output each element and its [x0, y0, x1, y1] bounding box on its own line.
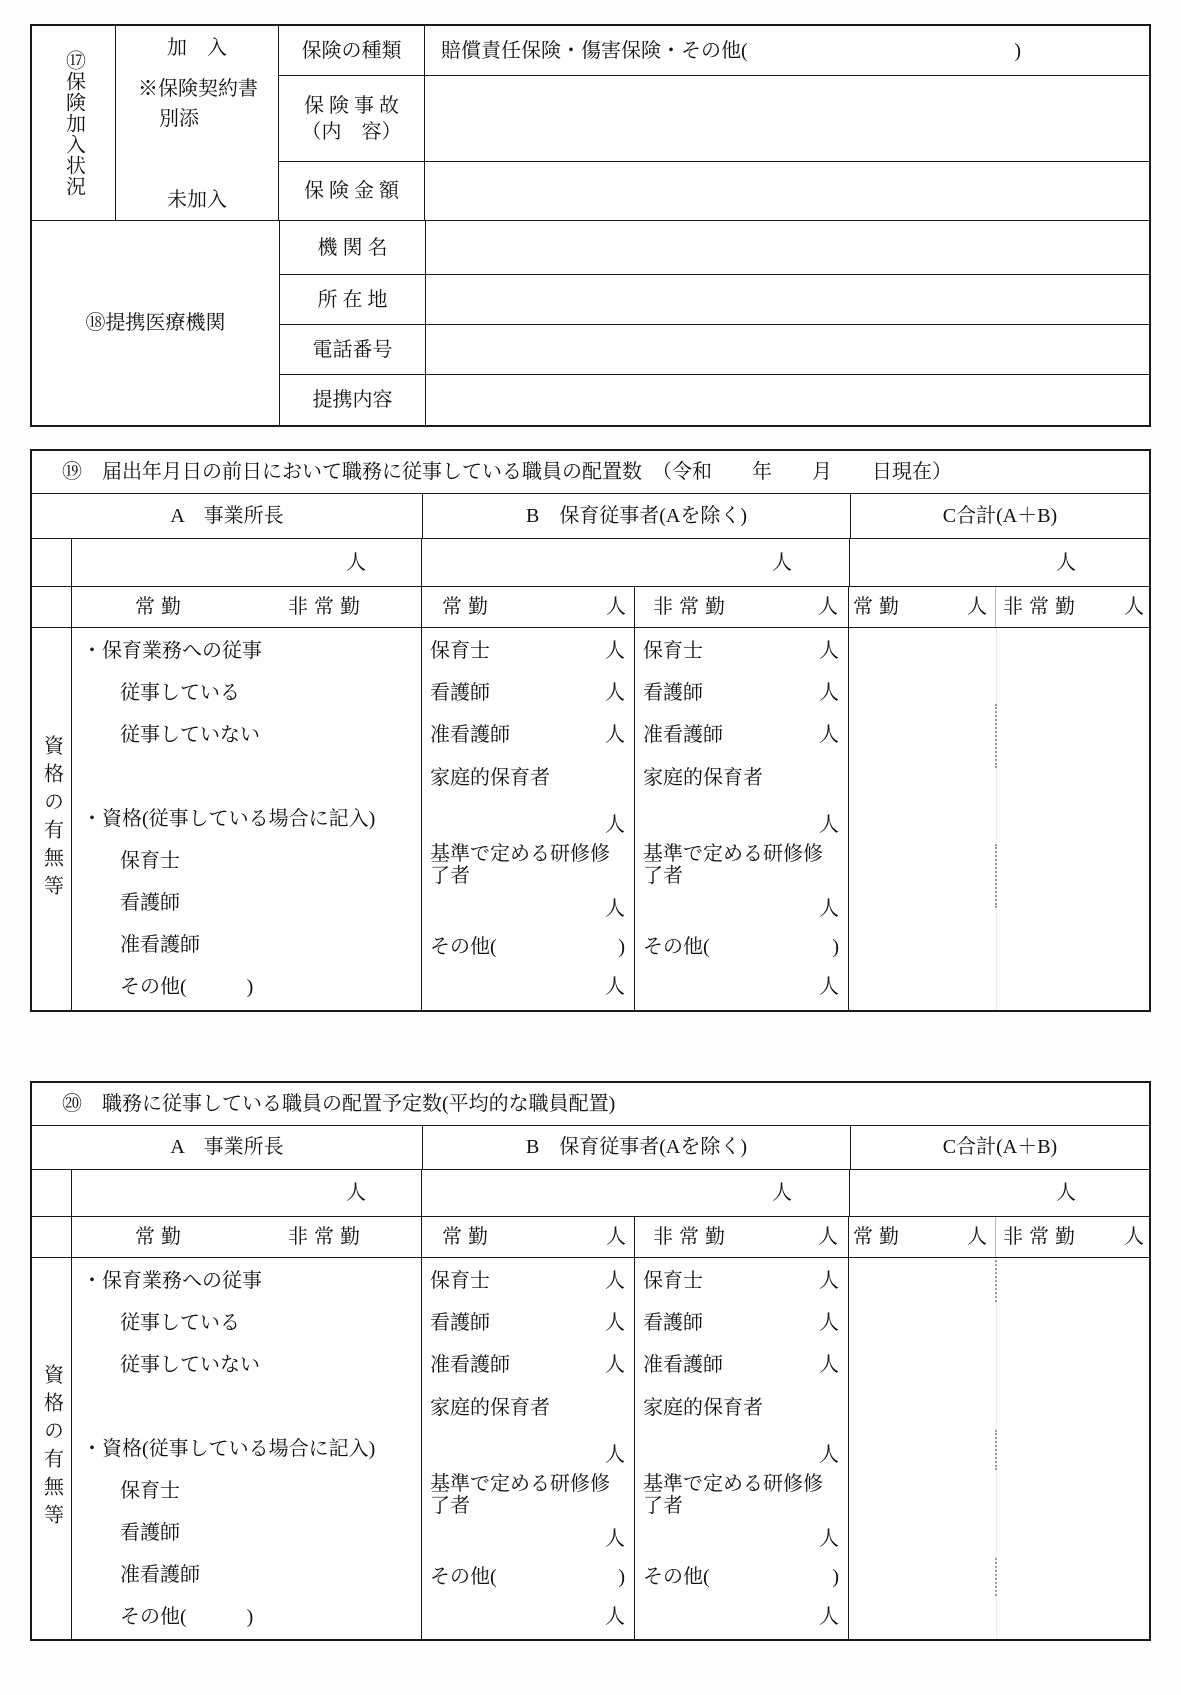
staff-row: 准看護師 人	[430, 724, 625, 746]
staff-row: 准看護師 人	[643, 1353, 839, 1376]
institution-name-label-cell	[280, 221, 426, 274]
insurance-type-value-cell	[425, 26, 1149, 75]
t19-total-detail-cell	[849, 628, 1149, 1010]
insurance-amount-label: 保 険 金 額	[304, 180, 399, 202]
medical-institution-section	[32, 221, 1149, 425]
table20-title: ⑳ 職務に従事している職員の配置予定数(平均的な職員配置)	[62, 1092, 616, 1115]
list-spacer	[72, 1386, 421, 1428]
parttime-label: 非常勤	[1003, 1226, 1081, 1249]
staff-row: 家庭的保育者 人	[430, 767, 625, 836]
fulltime-label: 常勤	[853, 596, 905, 618]
insurance-type-options: 賠償責任保険・傷害保険・その他(	[441, 39, 748, 62]
list-item: 保育士	[120, 1479, 180, 1502]
dotted-divider	[995, 704, 997, 768]
parttime-label: 非常勤	[653, 1226, 731, 1249]
t19-worker-parttime-header	[635, 587, 849, 627]
list-item: ・保育業務への従事	[82, 640, 262, 662]
staff-row: 基準で定める研修修了者 人	[643, 843, 839, 920]
staff-row: 准看護師 人	[643, 724, 839, 746]
staff-row: 保育士 人	[430, 640, 625, 662]
person-unit: 人	[819, 1353, 839, 1376]
institution-address-value-cell	[426, 275, 1149, 324]
person-unit: 人	[605, 724, 625, 746]
t20-worker-parttime-detail-cell	[635, 1258, 849, 1639]
t19-head-director: A 事業所長	[32, 494, 423, 538]
insurance-type-label-cell	[279, 26, 425, 75]
person-unit: 人	[1124, 1226, 1144, 1249]
person-unit: 人	[1056, 551, 1076, 574]
person-unit: 人	[819, 640, 839, 662]
list-spacer	[72, 756, 421, 798]
medical-section-label: ⑱提携医療機関	[85, 312, 226, 334]
staff-row: 准看護師 人	[430, 1353, 625, 1376]
list-item: 准看護師	[120, 934, 200, 956]
t20-worker-count-cell	[422, 1170, 850, 1216]
person-unit: 人	[1124, 596, 1144, 618]
person-unit: 人	[346, 551, 366, 574]
t20-total-count-cell	[850, 1170, 1149, 1216]
fulltime-label: 常勤	[442, 596, 494, 618]
t19-head-childcare-workers: B 保育従事者(Aを除く)	[423, 494, 851, 538]
cooperation-detail-value-cell	[426, 375, 1149, 425]
insurance-not-joined-label: 未加入	[167, 189, 227, 211]
institution-name-label: 機 関 名	[317, 236, 388, 259]
insurance-section-label-cell	[32, 26, 116, 220]
insurance-accident-label-cell	[279, 76, 425, 161]
cooperation-detail-label: 提携内容	[312, 389, 393, 411]
t20-head-childcare-workers: B 保育従事者(Aを除く)	[423, 1126, 851, 1169]
institution-name-value-cell	[426, 221, 1149, 274]
institution-phone-label-cell	[280, 325, 426, 374]
fulltime-label: 常勤	[853, 1226, 905, 1249]
t19-director-detail-cell	[72, 628, 422, 1010]
person-unit: 人	[818, 596, 838, 618]
t19-worker-count-cell	[422, 539, 850, 586]
list-item: 准看護師	[120, 1563, 200, 1586]
t20-director-shift-header	[72, 1217, 422, 1257]
parttime-label: 非常勤	[288, 596, 366, 618]
person-unit: 人	[605, 1605, 625, 1628]
t20-director-count-cell	[72, 1170, 422, 1216]
table19-title: ⑲ 届出年月日の前日において職務に従事している職員の配置数 （令和 年 月 日現在）	[62, 461, 952, 483]
list-item: その他( )	[120, 976, 254, 998]
person-unit: 人	[605, 1443, 625, 1466]
parttime-label: 非常勤	[288, 1226, 366, 1249]
dotted-divider	[995, 1558, 997, 1596]
person-unit: 人	[819, 1605, 839, 1628]
person-unit: 人	[819, 1527, 839, 1550]
staff-row: 看護師 人	[643, 1311, 839, 1334]
t19-director-count-cell	[72, 539, 422, 586]
t20-head-total: C合計(A＋B)	[942, 1136, 1058, 1159]
list-item: 従事していない	[120, 1353, 260, 1376]
list-item: 従事している	[120, 1311, 240, 1334]
t19-side-spacer-cell	[32, 539, 72, 586]
person-unit: 人	[605, 1269, 625, 1292]
t19-total-count-cell	[850, 539, 1149, 586]
list-item: 従事していない	[120, 724, 260, 746]
t19-worker-fulltime-header	[422, 587, 635, 627]
t19-total-fulltime-header	[849, 587, 996, 627]
list-item: ・資格(従事している場合に記入)	[82, 1437, 376, 1460]
t19-total-parttime-header	[996, 587, 1149, 627]
t19-director-shift-header	[72, 587, 422, 627]
staff-row: 家庭的保育者 人	[643, 767, 839, 836]
staff-row: 保育士 人	[643, 1269, 839, 1292]
institution-address-label: 所 在 地	[317, 288, 388, 311]
insurance-note-line2: 別添	[159, 108, 199, 130]
staff-row: その他( ) 人	[430, 1565, 625, 1628]
list-item: その他( )	[120, 1605, 254, 1628]
person-unit: 人	[819, 814, 839, 836]
insurance-accident-label-line1: 保 険 事 故	[304, 94, 399, 117]
institution-phone-label: 電話番号	[312, 338, 393, 361]
parttime-label: 非常勤	[653, 596, 731, 618]
person-unit: 人	[819, 1443, 839, 1466]
t19-side-spacer-cell	[32, 587, 72, 627]
staff-row: 家庭的保育者 人	[430, 1396, 625, 1466]
t20-director-detail-cell	[72, 1258, 422, 1639]
dotted-divider	[995, 1430, 997, 1470]
person-unit: 人	[605, 898, 625, 920]
person-unit: 人	[605, 682, 625, 704]
staff-row: その他( ) 人	[643, 1565, 839, 1628]
staff-row: 基準で定める研修修了者 人	[430, 1472, 625, 1550]
person-unit: 人	[605, 1353, 625, 1376]
person-unit: 人	[819, 898, 839, 920]
insurance-amount-label-cell	[279, 162, 425, 220]
medical-section-label-cell	[32, 221, 280, 425]
person-unit: 人	[606, 1226, 626, 1249]
insurance-medical-table	[30, 24, 1151, 427]
staff-row: 保育士 人	[430, 1269, 625, 1292]
staff-row: 看護師 人	[430, 1311, 625, 1334]
parttime-label: 非常勤	[1003, 596, 1081, 618]
t20-total-fulltime-header	[849, 1217, 996, 1257]
qualification-side-label: 資格の有無等	[40, 735, 63, 903]
person-unit: 人	[605, 640, 625, 662]
t20-worker-fulltime-detail-cell	[422, 1258, 635, 1639]
institution-address-label-cell	[280, 275, 426, 324]
t19-head-total: C合計(A＋B)	[942, 505, 1058, 527]
person-unit: 人	[967, 1226, 987, 1249]
t19-worker-parttime-detail-cell	[635, 628, 849, 1010]
insurance-section-label: ⑰保険加入状況	[62, 49, 85, 197]
t20-worker-parttime-header	[635, 1217, 849, 1257]
list-item: 看護師	[120, 892, 180, 914]
person-unit: 人	[605, 976, 625, 998]
dotted-divider	[995, 1260, 997, 1302]
person-unit: 人	[605, 814, 625, 836]
person-unit: 人	[818, 1226, 838, 1249]
fulltime-label: 常勤	[135, 596, 187, 618]
staff-row: 看護師 人	[643, 682, 839, 704]
person-unit: 人	[967, 596, 987, 618]
person-unit: 人	[819, 976, 839, 998]
person-unit: 人	[819, 724, 839, 746]
institution-phone-value-cell	[426, 325, 1149, 374]
list-item: 看護師	[120, 1521, 180, 1544]
fulltime-label: 常勤	[135, 1226, 187, 1249]
dotted-divider	[995, 844, 997, 908]
person-unit: 人	[605, 1311, 625, 1334]
t20-total-detail-cell	[849, 1258, 1149, 1639]
total-column-divider	[996, 628, 997, 1010]
staff-row: 基準で定める研修修了者 人	[643, 1472, 839, 1550]
insurance-accident-value-cell	[425, 76, 1149, 161]
t20-worker-fulltime-header	[422, 1217, 635, 1257]
staff-row: その他( ) 人	[643, 936, 839, 998]
person-unit: 人	[605, 1527, 625, 1550]
staff-plan-table-20	[30, 1081, 1151, 1641]
list-item: 従事している	[120, 682, 240, 704]
t20-head-director: A 事業所長	[32, 1126, 423, 1169]
person-unit: 人	[819, 1269, 839, 1292]
qualification-side-label: 資格の有無等	[40, 1364, 63, 1533]
staff-row: 家庭的保育者 人	[643, 1396, 839, 1466]
t20-total-parttime-header	[996, 1217, 1149, 1257]
insurance-type-close-paren: )	[1014, 39, 1021, 62]
insurance-type-label: 保険の種類	[301, 39, 402, 62]
t19-worker-fulltime-detail-cell	[422, 628, 635, 1010]
list-item: ・資格(従事している場合に記入)	[82, 808, 376, 830]
insurance-joined-label: 加 入	[167, 37, 227, 59]
insurance-enrollment-options-cell	[116, 26, 279, 220]
t19-qualification-side-label-cell	[32, 628, 72, 1010]
person-unit: 人	[819, 1311, 839, 1334]
t20-qualification-side-label-cell	[32, 1258, 72, 1639]
list-item: ・保育業務への従事	[82, 1269, 262, 1292]
insurance-accident-label-line2: （内 容）	[301, 120, 402, 143]
insurance-note-line1: ※保険契約書	[138, 78, 258, 100]
person-unit: 人	[346, 1182, 366, 1205]
insurance-amount-value-cell	[425, 162, 1149, 220]
insurance-section	[32, 26, 1149, 221]
person-unit: 人	[772, 551, 792, 574]
person-unit: 人	[1056, 1182, 1076, 1205]
staff-row: 保育士 人	[643, 640, 839, 662]
person-unit: 人	[819, 682, 839, 704]
list-item: 保育士	[120, 850, 180, 872]
cooperation-detail-label-cell	[280, 375, 426, 425]
staff-row: 基準で定める研修修了者 人	[430, 843, 625, 920]
person-unit: 人	[606, 596, 626, 618]
fulltime-label: 常勤	[442, 1226, 494, 1249]
insurance-contract-note	[116, 74, 278, 134]
t20-side-spacer-cell	[32, 1217, 72, 1257]
staff-row: その他( ) 人	[430, 936, 625, 998]
t20-side-spacer-cell	[32, 1170, 72, 1216]
staff-row: 看護師 人	[430, 682, 625, 704]
person-unit: 人	[772, 1182, 792, 1205]
staff-count-table-19	[30, 449, 1151, 1012]
